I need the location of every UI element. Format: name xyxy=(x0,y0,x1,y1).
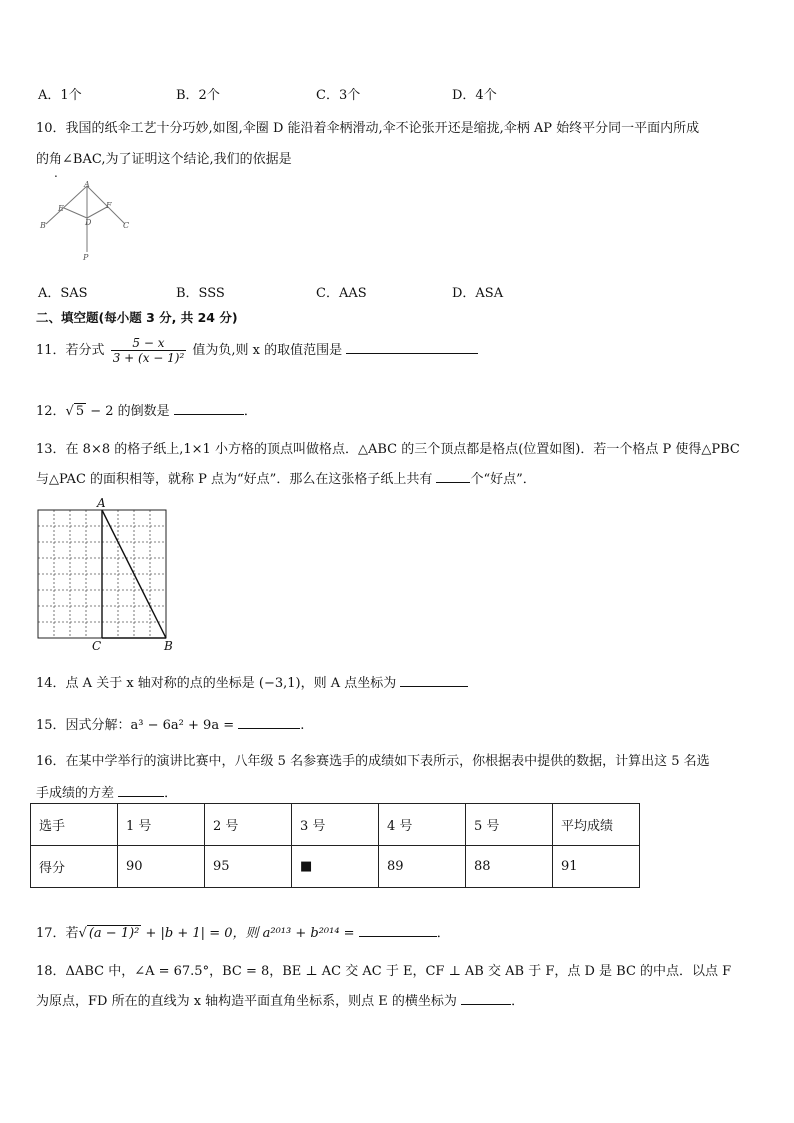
umbrella-figure xyxy=(36,178,146,264)
q16-line2: 手成绩的方差 xyxy=(36,786,115,801)
q14-text: 14．点 A 关于 x 轴对称的点的坐标是 (−3,1)，则 A 点坐标为 xyxy=(36,676,397,691)
q13-text-line1: 13．在 8×8 的格子纸上,1×1 小方格的顶点叫做格点．△ABC 的三个顶点都是格点(位置如图)．若一个格点 P 使得△PBC xyxy=(36,442,740,457)
table-cell: 88 xyxy=(466,846,553,888)
label-a: A xyxy=(84,180,90,189)
q12 xyxy=(36,400,257,419)
q9-option-b: B．2个 xyxy=(176,88,220,103)
score-table xyxy=(30,803,640,888)
umbrella-rib-ab xyxy=(46,186,87,224)
q15-end: . xyxy=(300,718,305,733)
table-cell: 4 号 xyxy=(379,804,466,846)
grid-label-c: C xyxy=(92,639,102,653)
q9-option-c: C．3个 xyxy=(316,88,361,103)
q17-radicand: (a − 1)² xyxy=(88,926,140,941)
q17-mid: + |b + 1| = 0，则 a²⁰¹³ + b²⁰¹⁴ = xyxy=(145,926,355,941)
q16-answer-blank[interactable] xyxy=(118,783,164,797)
q11-fraction xyxy=(111,336,187,365)
q17 xyxy=(36,922,450,941)
q12-radicand: 5 xyxy=(75,404,85,419)
table-cell: 平均成绩 xyxy=(553,804,640,846)
table-cell: 选手 xyxy=(31,804,118,846)
q10-option-c: C．AAS xyxy=(316,286,367,301)
q10-option-d: D．ASA xyxy=(452,286,504,301)
q13-line2b: 个“好点”． xyxy=(470,472,536,487)
q15 xyxy=(36,714,304,733)
q13-answer-blank[interactable] xyxy=(436,469,470,483)
table-cell: 5 号 xyxy=(466,804,553,846)
q17-answer-blank[interactable] xyxy=(359,923,437,937)
q12-answer-blank[interactable] xyxy=(174,401,244,415)
label-p: P xyxy=(83,253,89,262)
section-title: 二、填空题(每小题 3 分, 共 24 分) xyxy=(36,310,238,325)
q11-suffix: 值为负,则 x 的取值范围是 xyxy=(192,343,343,358)
q16-end: ． xyxy=(164,786,178,801)
q12-mid: − 2 的倒数是 xyxy=(86,404,170,419)
grid-label-a: A xyxy=(97,496,106,510)
q12-prefix: 12． xyxy=(36,404,66,419)
q16-text-line2 xyxy=(36,782,177,801)
q18-line2: 为原点，FD 所在的直线为 x 轴构造平面直角坐标系，则点 E 的横坐标为 xyxy=(36,994,457,1009)
q11-numerator: 5 − x xyxy=(111,336,187,351)
q10-dot: . xyxy=(54,166,58,180)
umbrella-strut-fd xyxy=(87,207,107,218)
label-d: D xyxy=(85,218,92,227)
label-f: F xyxy=(106,201,112,210)
q14 xyxy=(36,672,468,691)
q10-option-b: B．SSS xyxy=(176,286,225,301)
umbrella-strut-ed xyxy=(64,208,87,218)
sqrt-symbol: √ xyxy=(78,926,87,941)
q11-denominator: 3 + (x − 1)² xyxy=(112,351,185,365)
table-row xyxy=(31,846,640,888)
q10-text-line1: 10．我国的纸伞工艺十分巧妙,如图,伞圈 D 能沿着伞柄滑动,伞不论张开还是缩拢,伞柄 AP 始终平分同一平面内所成 xyxy=(36,121,700,136)
label-e: E xyxy=(58,204,64,213)
q13-line2a: 与△PAC 的面积相等，就称 P 点为“好点”．那么在这张格子纸上共有 xyxy=(36,472,433,487)
table-cell: 95 xyxy=(205,846,292,888)
q11 xyxy=(36,336,478,365)
q10-option-a: A．SAS xyxy=(38,286,88,301)
q17-prefix: 17．若 xyxy=(36,926,79,941)
q11-prefix: 11．若分式 xyxy=(36,343,105,358)
sqrt-symbol: √ xyxy=(65,404,74,419)
q15-answer-blank[interactable] xyxy=(238,715,300,729)
table-cell: 2 号 xyxy=(205,804,292,846)
label-b: B xyxy=(40,221,46,230)
q16-text-line1: 16．在某中学举行的演讲比赛中，八年级 5 名参赛选手的成绩如下表所示，你根据表中提供的数据，计算出这 5 名选 xyxy=(36,754,710,769)
q11-answer-blank[interactable] xyxy=(346,340,478,354)
table-cell: 89 xyxy=(379,846,466,888)
q9-option-d: D．4个 xyxy=(452,88,497,103)
q13-text-line2 xyxy=(36,468,536,487)
table-cell: 91 xyxy=(553,846,640,888)
table-cell: 90 xyxy=(118,846,205,888)
grid-label-b: B xyxy=(164,639,173,653)
q10-text-line2: 的角∠BAC,为了证明这个结论,我们的依据是 xyxy=(36,152,292,167)
q17-end: ． xyxy=(436,926,450,941)
label-c: C xyxy=(123,221,130,230)
q18-answer-blank[interactable] xyxy=(461,991,511,1005)
q9-option-a: A．1个 xyxy=(38,88,82,103)
q14-answer-blank[interactable] xyxy=(400,673,468,687)
q12-end: ． xyxy=(243,404,257,419)
q18-end: ． xyxy=(511,994,525,1009)
table-cell: 3 号 xyxy=(292,804,379,846)
grid-figure xyxy=(30,496,180,654)
q15-text: 15．因式分解：a³ − 6a² + 9a = xyxy=(36,718,235,733)
q18-text-line1: 18．ΔABC 中，∠A = 67.5°，BC = 8，BE ⊥ AC 交 AC 于 E，CF ⊥ AB 交 AB 于 F，点 D 是 BC 的中点．以点 F xyxy=(36,964,732,979)
q18-text-line2 xyxy=(36,990,524,1009)
table-cell-hidden-score: ■ xyxy=(292,846,379,888)
table-cell: 1 号 xyxy=(118,804,205,846)
table-cell: 得分 xyxy=(31,846,118,888)
table-header-row xyxy=(31,804,640,846)
